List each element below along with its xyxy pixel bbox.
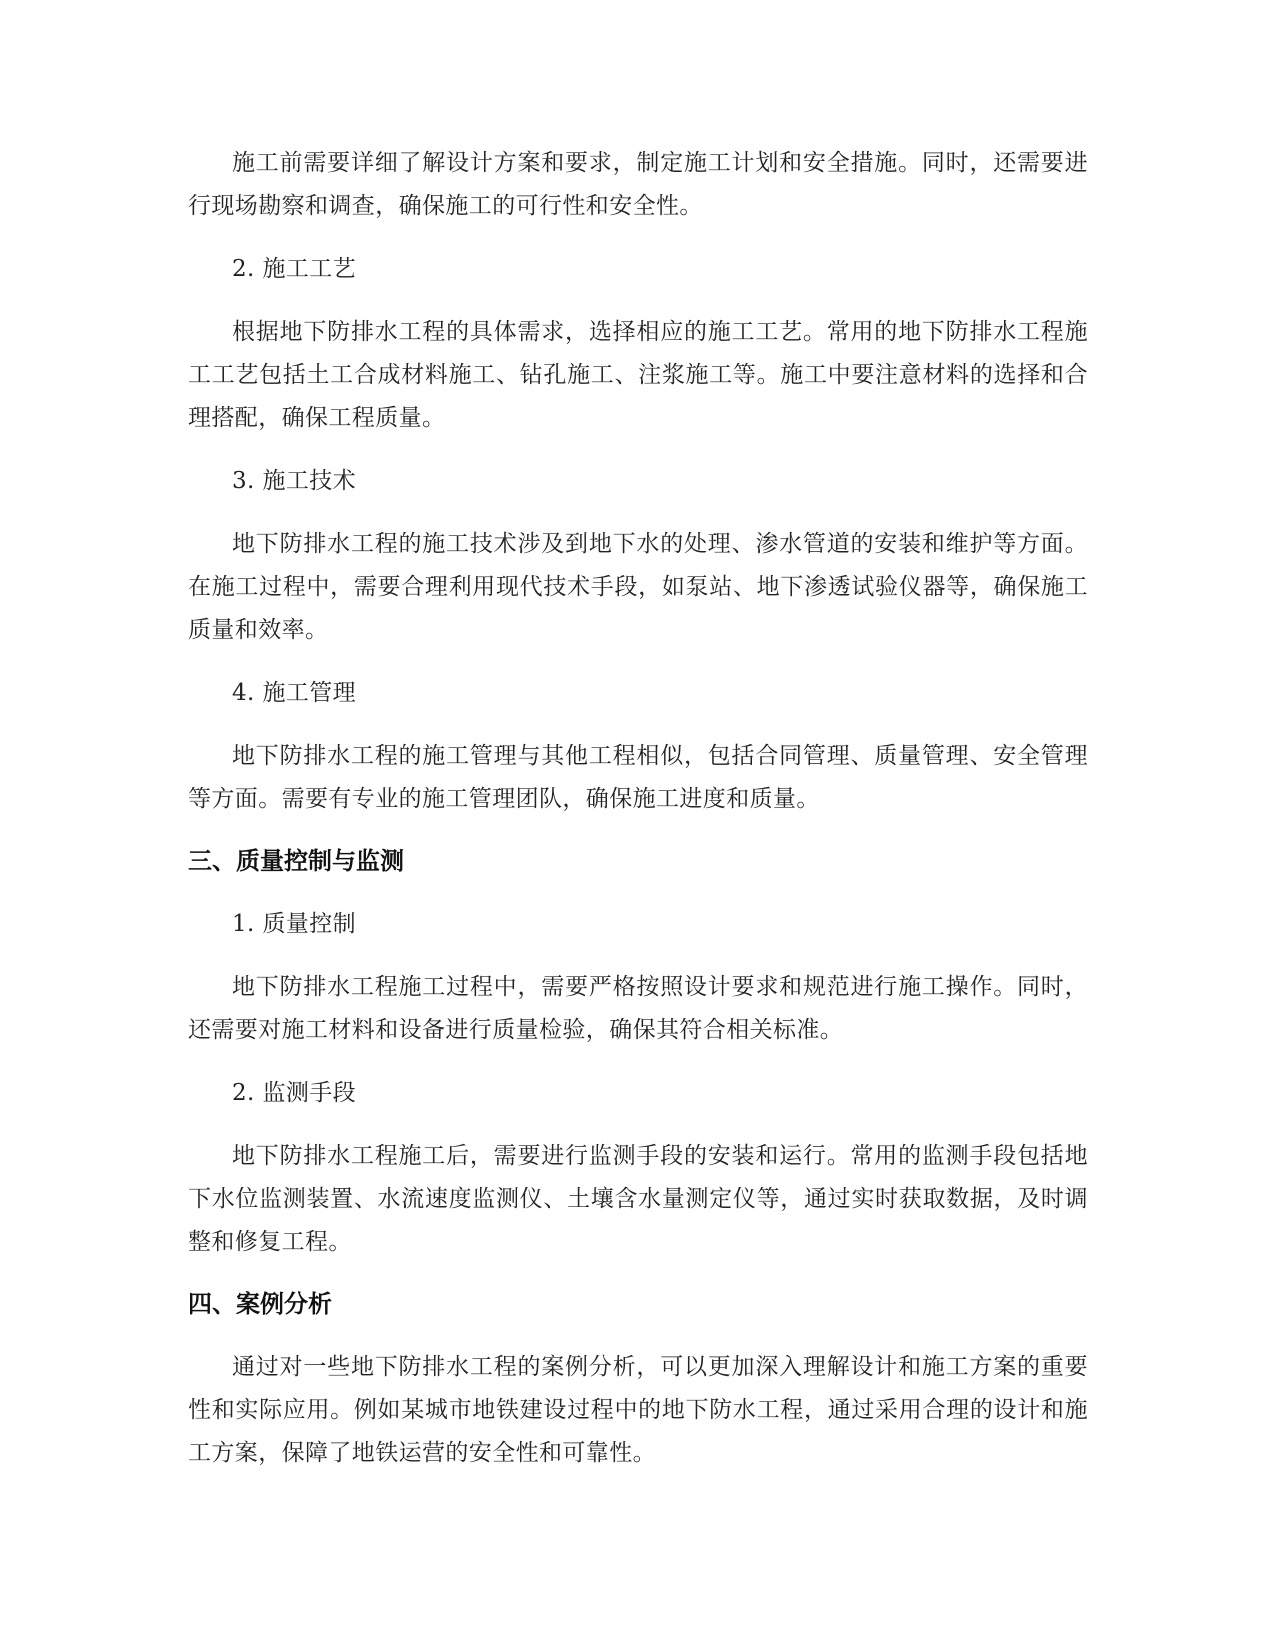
subheading-construction-technology: 3. 施工技术 xyxy=(232,468,357,494)
paragraph-construction-process: 根据地下防排水工程的具体需求，选择相应的施工工艺。常用的地下防排水工程施工工艺包括土工合成材料施工、钻孔施工、注浆施工等。施工中要注意材料的选择和合理搭配，确保工程质量。 xyxy=(188,319,1088,431)
paragraph-quality-control: 地下防排水工程施工过程中，需要严格按照设计要求和规范进行施工操作。同时，还需要对施工材料和设备进行质量检验，确保其符合相关标准。 xyxy=(188,974,1088,1043)
subheading-quality-control: 1. 质量控制 xyxy=(232,911,357,937)
subheading-construction-management: 4. 施工管理 xyxy=(232,680,357,706)
paragraph-construction-prep: 施工前需要详细了解设计方案和要求，制定施工计划和安全措施。同时，还需要进行现场勘察和调查，确保施工的可行性和安全性。 xyxy=(188,150,1088,219)
paragraph-construction-management: 地下防排水工程的施工管理与其他工程相似，包括合同管理、质量管理、安全管理等方面。需要有专业的施工管理团队，确保施工进度和质量。 xyxy=(188,743,1088,812)
section-heading-case-study: 四、案例分析 xyxy=(188,1290,332,1318)
section-heading-quality-control: 三、质量控制与监测 xyxy=(188,847,404,875)
subheading-construction-process: 2. 施工工艺 xyxy=(232,256,357,282)
paragraph-case-study: 通过对一些地下防排水工程的案例分析，可以更加深入理解设计和施工方案的重要性和实际应用。例如某城市地铁建设过程中的地下防水工程，通过采用合理的设计和施工方案，保障了地铁运营的安全性和可靠性。 xyxy=(188,1354,1088,1466)
document-page xyxy=(188,142,1088,1495)
paragraph-construction-technology: 地下防排水工程的施工技术涉及到地下水的处理、渗水管道的安装和维护等方面。在施工过程中，需要合理利用现代技术手段，如泵站、地下渗透试验仪器等，确保施工质量和效率。 xyxy=(188,531,1088,643)
paragraph-monitoring: 地下防排水工程施工后，需要进行监测手段的安装和运行。常用的监测手段包括地下水位监测装置、水流速度监测仪、土壤含水量测定仪等，通过实时获取数据，及时调整和修复工程。 xyxy=(188,1143,1088,1255)
subheading-monitoring: 2. 监测手段 xyxy=(232,1080,357,1106)
